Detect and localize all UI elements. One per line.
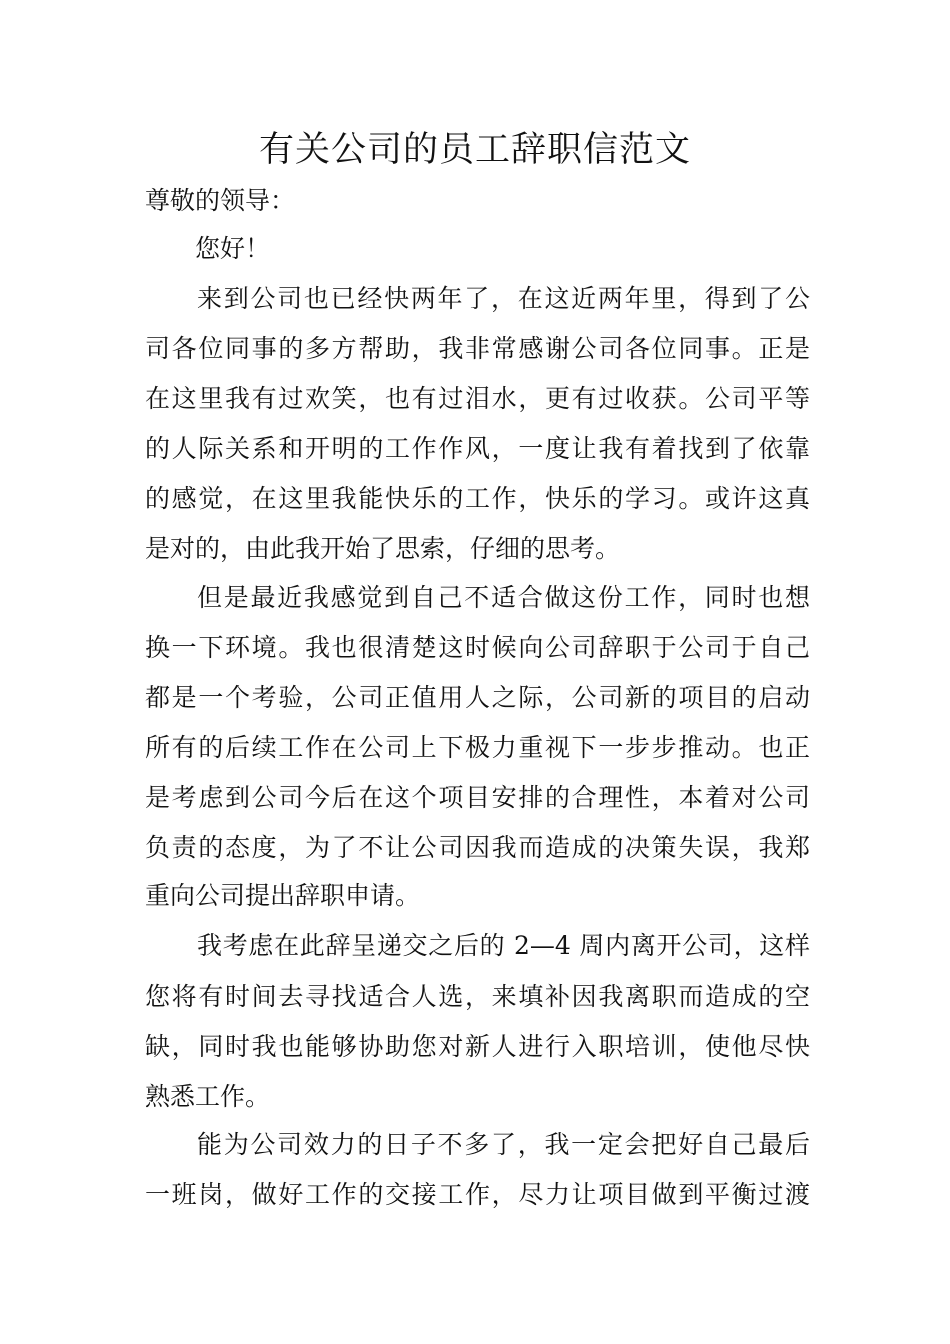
paragraph-line: 的人际关系和开明的工作作风，一度让我有着找到了依靠 <box>145 434 810 463</box>
salutation: 尊敬的领导： <box>145 186 296 215</box>
paragraph-line: 在这里我有过欢笑，也有过泪水，更有过收获。公司平等 <box>145 384 810 413</box>
paragraph-line: 您将有时间去寻找适合人选，来填补因我离职而造成的空 <box>145 982 810 1011</box>
paragraph-line: 所有的后续工作在公司上下极力重视下一步步推动。也正 <box>145 733 810 762</box>
paragraph-line: 换一下环境。我也很清楚这时候向公司辞职于公司于自己 <box>145 633 810 662</box>
greeting: 您好！ <box>195 234 271 263</box>
paragraph-line: 司各位同事的多方帮助，我非常感谢公司各位同事。正是 <box>145 334 810 363</box>
paragraph-line: 能为公司效力的日子不多了，我一定会把好自己最后 <box>197 1130 810 1159</box>
document-title: 有关公司的员工辞职信范文 <box>258 130 691 170</box>
paragraph-line: 是考虑到公司今后在这个项目安排的合理性，本着对公司 <box>145 783 810 812</box>
paragraph-line: 的感觉，在这里我能快乐的工作，快乐的学习。或许这真 <box>145 484 810 513</box>
paragraph-line: 是对的，由此我开始了思索，仔细的思考。 <box>145 534 621 563</box>
paragraph-line: 缺，同时我也能够协助您对新人进行入职培训，使他尽快 <box>145 1032 810 1061</box>
paragraph-line: 但是最近我感觉到自己不适合做这份工作，同时也想 <box>197 583 810 612</box>
paragraph-line: 负责的态度，为了不让公司因我而造成的决策失误，我郑 <box>145 833 810 862</box>
paragraph-line: 重向公司提出辞职申请。 <box>145 881 421 910</box>
paragraph-line: 都是一个考验，公司正值用人之际，公司新的项目的启动 <box>145 683 810 712</box>
paragraph-line: 熟悉工作。 <box>145 1082 271 1111</box>
paragraph-line: 一班岗，做好工作的交接工作，尽力让项目做到平衡过渡 <box>145 1180 810 1209</box>
paragraph-line: 我考虑在此辞呈递交之后的 2—4 周内离开公司，这样 <box>197 931 810 960</box>
paragraph-line: 来到公司也已经快两年了，在这近两年里，得到了公 <box>197 284 810 313</box>
